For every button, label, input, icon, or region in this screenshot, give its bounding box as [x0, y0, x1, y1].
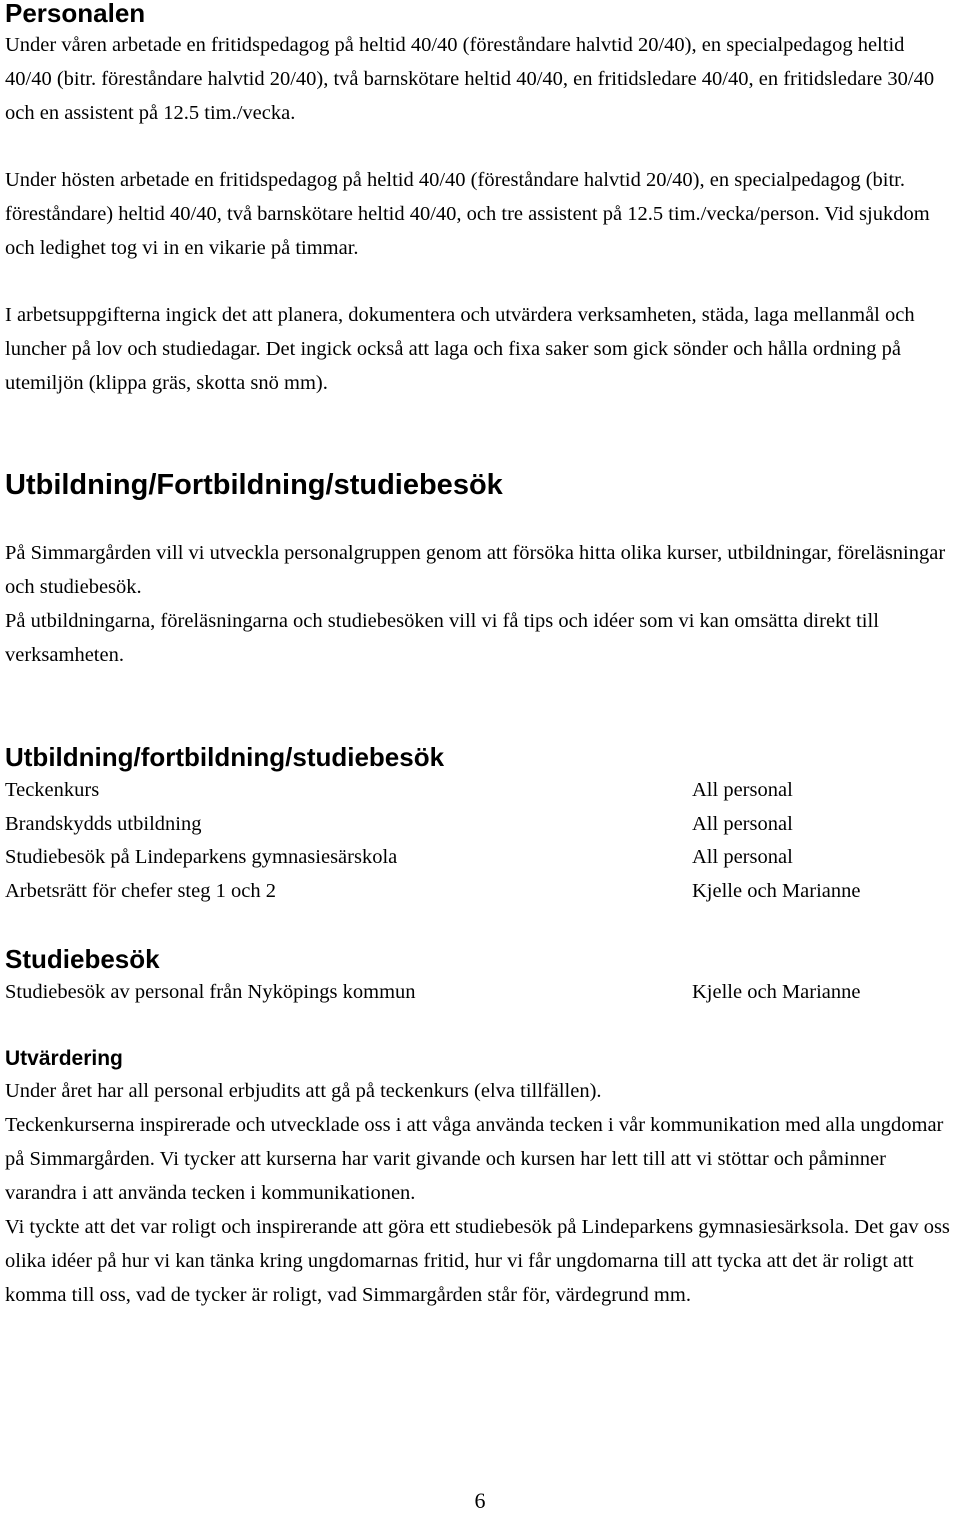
- course-name: Studiebesök på Lindeparkens gymnasiesärskola: [5, 846, 398, 868]
- section-heading-utvardering: Utvärdering: [5, 1046, 123, 1070]
- course-participants: All personal: [692, 812, 793, 835]
- paragraph-utbildning-goal: På Simmargården vill vi utveckla personalgruppen genom att försöka hitta olika kurser, utbildningar, föreläsningar och studiebesök.: [5, 542, 946, 598]
- course-list: [5, 774, 955, 908]
- visit-row: [5, 976, 955, 1010]
- course-participants: All personal: [692, 779, 793, 801]
- paragraph-utvardering-visit: Vi tyckte att det var roligt och inspirerande att göra ett studiebesök på Lindeparkens gymnasiesärksola. Det gav oss olika idéer på hur vi kan tänka kring ungdomarnas fritid, hur vi får ungdomarna till att tycka att det är roligt att komma till oss, vad de tycker är roligt, vad Simmargården står för, värdegrund mm.: [5, 1215, 950, 1306]
- section-heading-personalen: Personalen: [5, 0, 146, 28]
- section-heading-utbildning: Utbildning/Fortbildning/studiebesök: [5, 469, 503, 501]
- paragraph-utbildning-tips: På utbildningarna, föreläsningarna och studiebesöken vill vi få tips och idéer som vi kan omsätta direkt till verksamheten.: [5, 610, 879, 666]
- course-name: Arbetsrätt för chefer steg 1 och 2: [5, 879, 276, 902]
- paragraph-autumn-staff: Under hösten arbetade en fritidspedagog på heltid 40/40 (föreståndare halvtid 20/40), en specialpedagog (bitr. föreståndare) heltid 40/40, två barnskötare heltid 40/40, och tre assistent på 12.5 tim./vecka/person. Vid sjukdom och ledighet tog vi in en vikarie på timmar.: [5, 169, 930, 259]
- paragraph-spring-staff: Under våren arbetade en fritidspedagog på heltid 40/40 (föreståndare halvtid 20/40), en specialpedagog heltid 40/40 (bitr. föreståndare halvtid 20/40), två barnskötare heltid 40/40, en fritidsledare 40/40, en fritidsledare 30/40 och en assistent på 12.5 tim./vecka.: [5, 34, 935, 124]
- course-row: [5, 841, 955, 875]
- course-participants: All personal: [692, 846, 793, 868]
- visit-name: Studiebesök av personal från Nyköpings kommun: [5, 981, 416, 1003]
- paragraph-work-tasks: I arbetsuppgifterna ingick det att planera, dokumentera och utvärdera verksamheten, städa, laga mellanmål och luncher på lov och studiedagar. Det ingick också att laga och fixa saker som gick sönder och hålla ordning på utemiljön (klippa gräs, skotta snö mm).: [5, 304, 915, 394]
- course-name: Brandskydds utbildning: [5, 812, 202, 835]
- section-heading-studiebesok: Studiebesök: [5, 944, 160, 974]
- course-row: [5, 875, 955, 909]
- course-participants: Kjelle och Marianne: [692, 879, 861, 902]
- section-heading-course-list: Utbildning/fortbildning/studiebesök: [5, 742, 445, 772]
- course-row: [5, 808, 955, 842]
- paragraph-utvardering-sign-courses: Teckenkurserna inspirerade och utvecklade oss i att våga använda tecken i vår kommunikation med alla ungdomar på Simmargården. Vi tycker att kurserna har varit givande och kursen har lett till att vi stöttar och påminner varandra i att använda tecken i kommunikationen.: [5, 1113, 944, 1204]
- page-number: 6: [474, 1488, 486, 1513]
- visit-participants: Kjelle och Marianne: [692, 981, 861, 1003]
- course-name: Teckenkurs: [5, 779, 100, 801]
- document-page: [5, 0, 955, 1312]
- paragraph-utvardering-offer: Under året har all personal erbjudits att gå på teckenkurs (elva tillfällen).: [5, 1079, 602, 1102]
- course-row: [5, 774, 955, 808]
